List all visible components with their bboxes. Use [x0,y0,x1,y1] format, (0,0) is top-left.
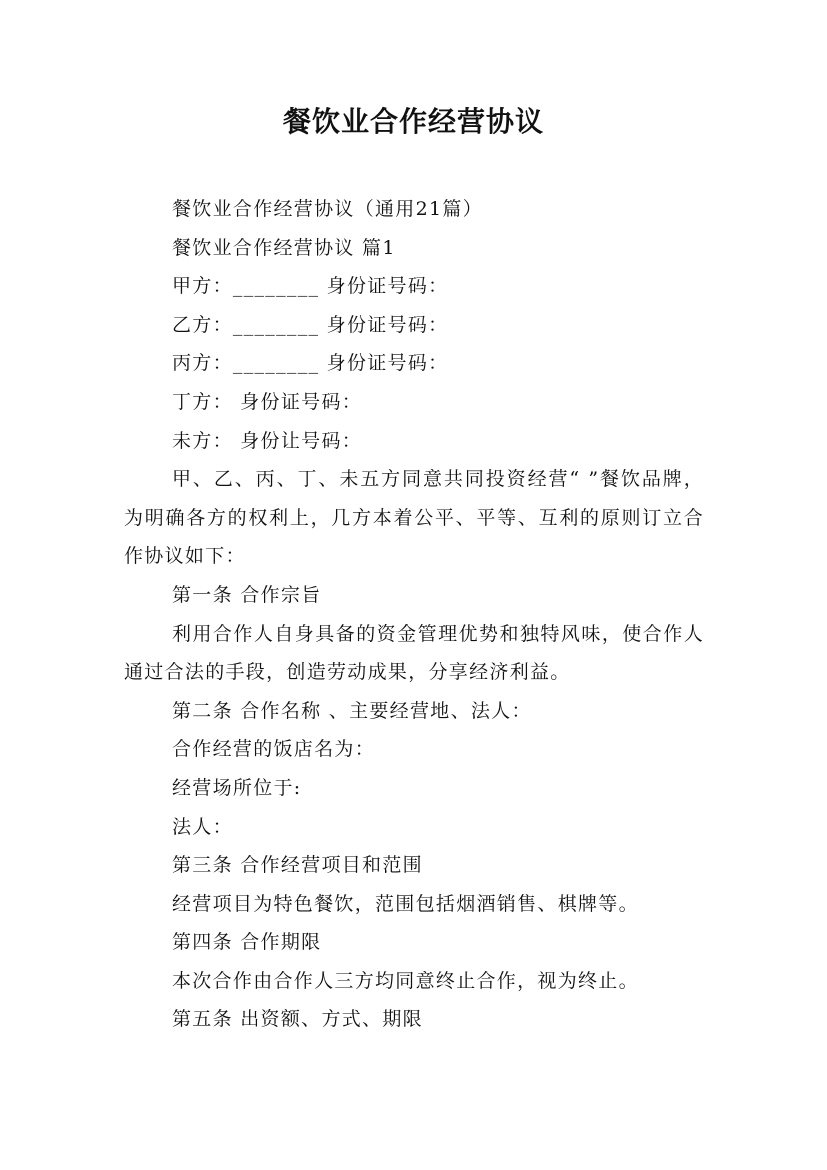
party-line-e: 未方： 身份让号码： [172,429,363,452]
article-body-4: 本次合作由合作人三方均同意终止合作，视为终止。 [172,969,639,992]
section-heading: 餐饮业合作经营协议 篇1 [172,236,396,259]
intro-paragraph: 甲、乙、丙、丁、未五方同意共同投资经营“ ”餐饮品牌，为明确各方的权利上，几方本着公平、平等、互利的原则订立合作协议如下： [124,468,704,568]
article-item-location: 经营场所位于: [172,776,302,799]
article-heading-3: 第三条 合作经营项目和范围 [172,854,423,877]
party-line-d: 丁方： 身份证号码： [172,390,363,413]
document-title: 餐饮业合作经营协议 [282,105,544,138]
article-heading-2: 第二条 合作名称 、主要经营地、法人： [172,699,532,722]
article-body-1: 利用合作人自身具备的资金管理优势和独特风味，使合作人通过合法的手段，创造劳动成果，分享经济利益。 [124,622,704,684]
article-heading-1: 第一条 合作宗旨 [172,583,322,606]
party-line-a: 甲方：________ 身份证号码： [172,275,449,298]
article-body-3: 经营项目为特色餐饮，范围包括烟酒销售、棋牌等。 [172,892,639,915]
article-item-legal-person: 法人： [172,815,233,838]
article-heading-4: 第四条 合作期限 [172,931,322,954]
document-body [124,190,704,1039]
party-line-b: 乙方：________ 身份证号码： [172,313,449,336]
doc-subtitle: 餐饮业合作经营协议（通用21篇） [172,198,483,220]
article-item-name: 合作经营的饭店名为： [172,738,376,761]
article-heading-5: 第五条 出资额、方式、期限 [172,1008,423,1031]
party-line-c: 丙方：________ 身份证号码： [172,352,449,375]
